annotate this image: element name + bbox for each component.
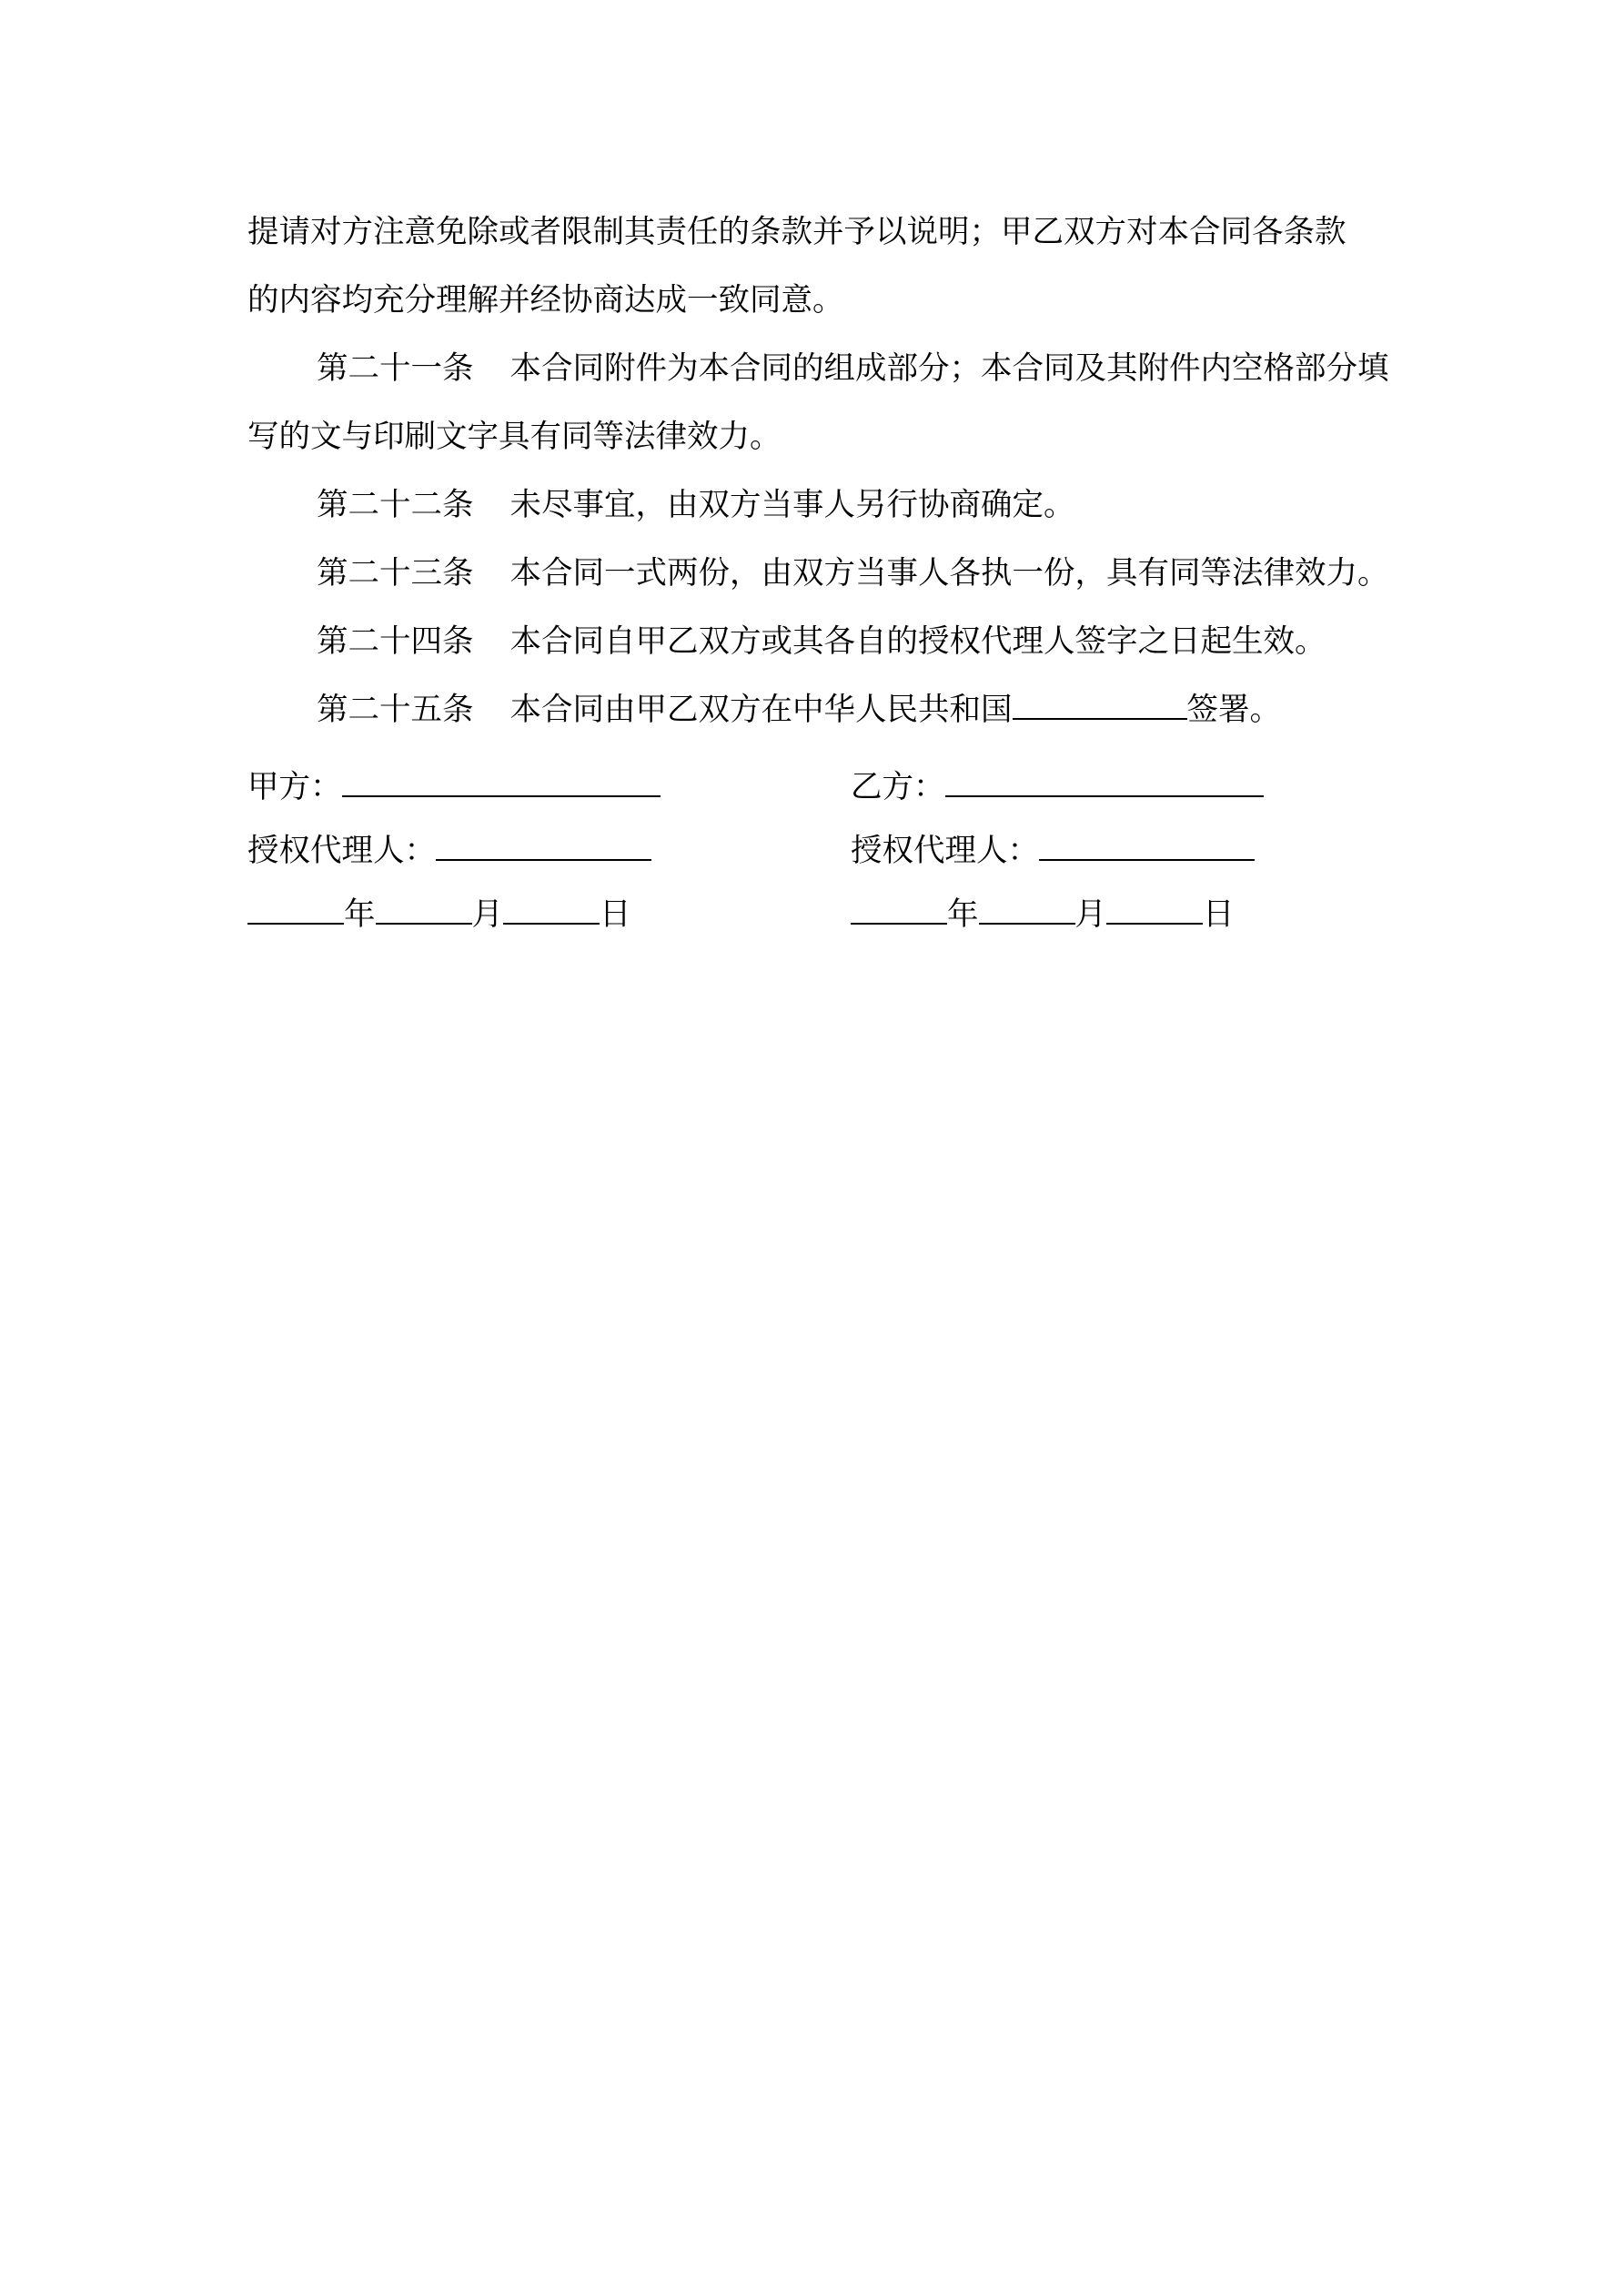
article-22-number: 第二十二条 [317, 487, 474, 523]
article-25-number: 第二十五条 [317, 692, 474, 728]
party-b-line [851, 755, 1264, 819]
party-b-signature-block [851, 755, 1264, 946]
party-a-date-line [247, 883, 661, 946]
party-a-year-label: 年 [344, 896, 376, 933]
party-a-day-blank[interactable] [503, 895, 600, 925]
article-21-number: 第二十一条 [317, 350, 474, 387]
party-a-agent-label: 授权代理人： [247, 833, 436, 869]
article-21-text: 本合同附件为本合同的组成部分；本合同及其附件内空格部分填写的文与印刷文字具有同等法律效力。 [247, 350, 1389, 455]
party-b-agent-label: 授权代理人： [851, 833, 1039, 869]
article-24 [247, 608, 1396, 676]
party-b-date-line [851, 883, 1264, 946]
article-24-number: 第二十四条 [317, 623, 474, 660]
party-a-agent-line [247, 819, 661, 883]
article-23-number: 第二十三条 [317, 555, 474, 592]
party-b-month-label: 月 [1074, 896, 1106, 933]
party-b-year-label: 年 [947, 896, 979, 933]
party-a-day-label: 日 [600, 896, 631, 933]
party-b-blank[interactable] [945, 768, 1264, 797]
article-25-text-after: 签署。 [1186, 692, 1281, 728]
article-25-text-before: 本合同由甲乙双方在中华人民共和国 [509, 692, 1013, 728]
article-22 [247, 471, 1396, 540]
party-b-day-label: 日 [1203, 896, 1235, 933]
article-22-text: 未尽事宜，由双方当事人另行协商确定。 [509, 487, 1075, 523]
intro-line-2: 的内容均充分理解并经协商达成一致同意。 [247, 282, 844, 319]
article-23-text: 本合同一式两份，由双方当事人各执一份，具有同等法律效力。 [509, 555, 1389, 592]
party-a-month-label: 月 [471, 896, 503, 933]
party-b-year-blank[interactable] [851, 895, 947, 925]
article-25 [247, 676, 1396, 744]
party-a-year-blank[interactable] [247, 895, 344, 925]
party-a-line [247, 755, 661, 819]
party-a-signature-block [247, 755, 661, 946]
country-blank[interactable] [1013, 691, 1187, 720]
intro-line-1: 提请对方注意免除或者限制其责任的条款并予以说明；甲乙双方对本合同各条款 [247, 214, 1347, 250]
article-21 [247, 335, 1396, 471]
party-b-day-blank[interactable] [1106, 895, 1203, 925]
article-23 [247, 540, 1396, 608]
party-b-label: 乙方： [851, 769, 945, 805]
party-a-blank[interactable] [342, 768, 661, 797]
party-a-month-blank[interactable] [376, 895, 472, 925]
article-24-text: 本合同自甲乙双方或其各自的授权代理人签字之日起生效。 [509, 623, 1326, 660]
contract-body [247, 198, 1396, 744]
party-b-month-blank[interactable] [979, 895, 1075, 925]
party-a-agent-blank[interactable] [436, 832, 651, 861]
party-b-agent-blank[interactable] [1039, 832, 1255, 861]
party-a-label: 甲方： [247, 769, 342, 805]
party-b-agent-line [851, 819, 1264, 883]
